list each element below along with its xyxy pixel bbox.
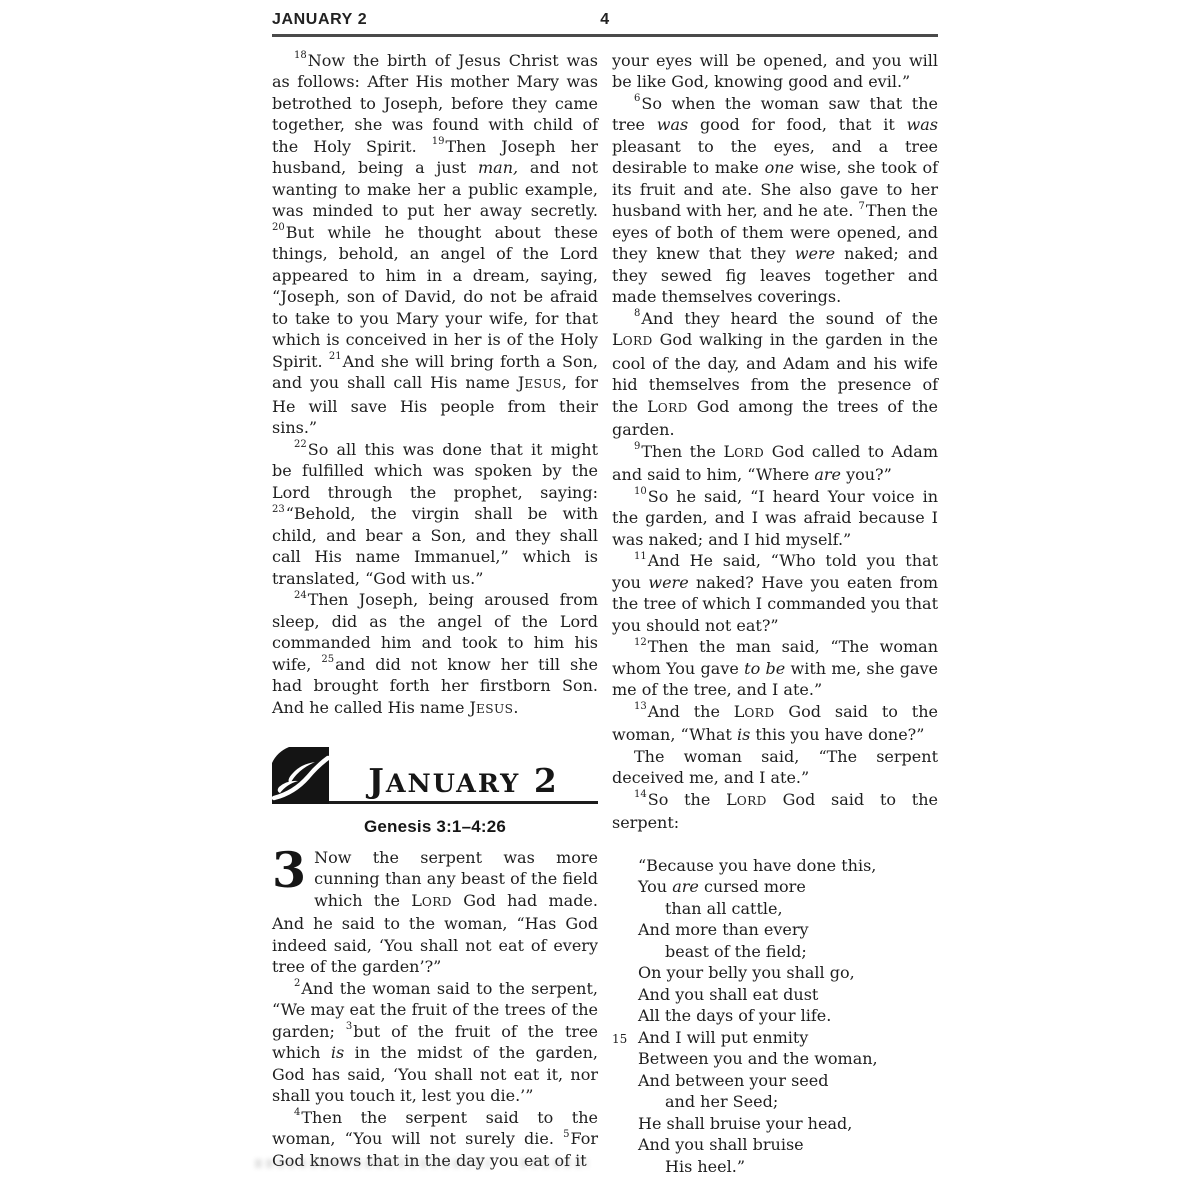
verse-number: 11 [634,550,647,562]
verse-paragraph: $^2$And the woman said to the serpent, “We may eat the fruit of the trees of the garden; $^3$but of the fruit of the tree which is in the midst of the garden, God has said, ‘You shall not eat it, nor shall you touch it, lest you die.’” [272,978,599,1105]
leaf-flourish-icon [272,747,329,804]
poetry-line: 15 And I will put enmity [638,1027,938,1049]
poetry-block [612,855,938,1178]
italic-word: one [764,158,795,177]
page-showthrough [520,1159,588,1168]
matthew-passage [272,50,598,721]
chapter-opening-paragraph [272,840,598,978]
verse-paragraph: $^{10}$So he said, “I heard Your voice in the garden, and I was afraid because I was naked; and I hid myself.” [612,486,938,549]
section-title-area [329,743,598,804]
header-rule [272,34,938,37]
poetry-line: and her Seed; [665,1092,779,1111]
poetry-line: “Because you have done this, [638,855,877,875]
section-heading-row [272,747,598,804]
verse-number: 3 [345,1021,353,1033]
verse-number: 18 [294,50,307,62]
verse-number: 6 [634,93,641,105]
small-caps-name: JESUS [517,373,562,392]
chapter-opening-text: Now the serpent was more cunning than any beast of the field which the LORD God had made. And he said to the woman, “Has God indeed said, ‘You shall not eat of every tree of the garden’?” [272,847,598,976]
verse-paragraph: $^{14}$So the LORD God said to the serpent: [612,789,938,832]
small-caps-name: LORD [733,701,775,721]
reading-reference: Genesis 3:1–4:26 [363,817,507,836]
chapter-number-dropcap: 3 [272,840,307,899]
text-columns [272,50,938,1178]
verse-number: 8 [634,308,641,320]
verse-number: 24 [294,589,307,601]
verse-paragraph: The woman said, “The serpent deceived me, and I ate.” [612,746,938,787]
poetry-line: His heel.” [665,1156,745,1176]
verse-paragraph: $^8$And they heard the sound of the LORD God walking in the garden in the cool of the day, and Adam and his wife hid themselves from the presence of the LORD God among the trees of the garden. [612,308,939,439]
verse-number: 9 [634,441,641,453]
genesis-passage-right [612,50,938,834]
poetry-line: beast of the field; [665,941,807,961]
italic-word: is [330,1043,345,1062]
verse-number: 13 [634,701,647,713]
poetry-line: All the days of your life. [638,1006,832,1025]
verse-number: 23 [272,503,285,515]
small-caps-name: LORD [723,441,765,461]
italic-word: are [814,465,841,484]
small-caps-name: LORD [726,789,767,809]
verse-number: 10 [634,486,647,498]
verse-number: 25 [321,654,335,666]
verse-number: 19 [431,136,445,148]
verse-number: 12 [634,636,647,648]
right-column [612,50,938,1178]
daily-reading-section [272,747,598,838]
verse-paragraph: $^9$Then the LORD God called to Adam and said to him, “Where are you?” [612,441,939,484]
verse-number: 5 [563,1128,570,1140]
page-content [272,9,938,1177]
poetry-line: And you shall eat dust [638,984,819,1004]
genesis-passage-left [272,978,598,1172]
verse-paragraph: $^4$Then the serpent said to the woman, “You will not surely die. $^5$For God knows that in the day you eat of it [272,1107,598,1170]
italic-word: to be [744,658,786,678]
poetry-verse-number: 15 [612,1031,628,1046]
italic-word: are [672,877,699,896]
verse-paragraph: $^{18}$Now the birth of Jesus Christ was as follows: After His mother Mary was betrothed to Joseph, before they came together, she was found with child of the Holy Spirit. $^{19}$Then Joseph her husband, being a just man, and not wanting to make her a public example, was minded to put her away secretly. $^{20}$But while he thought about these things, behold, an angel of the Lord appeared to him in a dream, saying, “Joseph, son of David, do not be afraid to take to you Mary your wife, for that which is conceived in her is of the Holy Spirit. $^{21}$And she will bring forth a Son, and you shall call His name JESUS, for He will save His people from their sins.” [272,50,599,437]
verse-number: 7 [858,200,865,212]
verse-paragraph: $^6$So when the woman saw that the tree was good for food, that it was pleasant to the eyes, and a tree desirable to make one wise, she took of its fruit and ate. She also gave to her husband with her, and he ate. $^7$Then the eyes of both of them were opened, and they knew that they were naked; and they sewed fig leaves together and made themselves coverings. [612,93,939,306]
small-caps-name: JESUS [469,697,514,717]
poetry-line: And between your seed [638,1070,829,1090]
verse-paragraph: $^{13}$And the LORD God said to the woman, “What is this you have done?” [612,701,938,744]
left-column [272,50,598,1178]
verse-paragraph: $^{24}$Then Joseph, being aroused from sleep, did as the angel of the Lord commanded him and took to him his wife, $^{25}$and did not know her till she had brought forth her firstborn Son. And he called His name JESUS. [272,589,599,717]
italic-word: was [906,115,938,134]
small-caps-name: LORD [647,396,688,416]
page-showthrough [255,1159,490,1168]
italic-word: was [656,115,689,134]
poetry-line: And more than every [638,920,809,939]
poetry-line: Between you and the woman, [638,1049,878,1068]
verse-number: 20 [272,222,285,234]
poetry-line: You are cursed more [638,877,806,896]
italic-word: is [736,725,751,744]
verse-number: 4 [294,1107,301,1119]
verse-number: 2 [294,978,301,990]
verse-paragraph: your eyes will be opened, and you will be like God, knowing good and evil.” [612,50,938,91]
verse-paragraph: $^{12}$Then the man said, “The woman whom You gave to be with me, she gave me of the tree, and I ate.” [612,636,939,699]
italic-word: were [648,572,689,592]
verse-number: 14 [634,789,647,801]
verse-paragraph: $^{22}$So all this was done that it might be fulfilled which was spoken by the Lord through the prophet, saying: $^{23}$“Behold, the virgin shall be with child, and bear a Son, and they shall call His name Immanuel,” which is translated, “God with us.” [272,439,598,588]
small-caps-name: LORD [411,890,452,910]
italic-word: were [794,244,836,263]
verse-paragraph: $^{11}$And He said, “Who told you that you were naked? Have you eaten from the tree of which I commanded you that you should not eat?” [612,550,938,635]
running-head [272,9,938,33]
small-caps-name: LORD [612,330,653,349]
section-title: JANUARY 2 [368,761,559,800]
page-number: 4 [600,11,610,28]
verse-number: 22 [294,439,307,451]
italic-word: man, [477,158,519,177]
poetry-line: He shall bruise your head, [638,1113,853,1133]
running-head-title: JANUARY 2 [272,11,368,28]
poetry-line: On your belly you shall go, [638,963,855,982]
poetry-line: And you shall bruise [638,1135,804,1154]
verse-number: 21 [328,351,342,363]
poetry-line: than all cattle, [665,898,783,918]
